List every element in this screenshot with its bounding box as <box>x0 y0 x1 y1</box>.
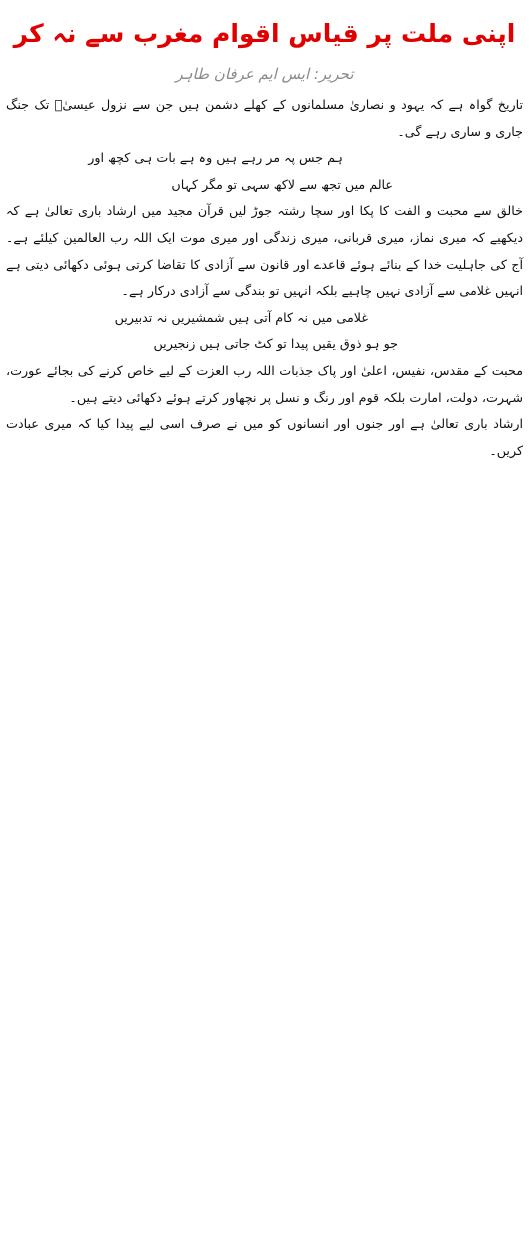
poetry-couplet <box>6 145 523 198</box>
article-title: اپنی ملت پر قیاس اقوام مغرب سے نہ کر <box>13 19 516 48</box>
author-byline: تحریر: ایس ایم عرفان طاہر <box>175 65 354 83</box>
poetry-couplet <box>6 305 523 358</box>
article-paragraph: تاریخ گواہ ہے کہ یہود و نصاریٰ مسلمانوں کے کھلے دشمن ہیں جن سے نزول عیسیٰؑ تک جنگ جاری و ساری رہے گی۔ <box>6 97 523 139</box>
verse-line: عالم میں تجھ سے لاکھ سہی تو مگر کہاں <box>171 176 393 192</box>
article-paragraph: محبت کے مقدس، نفیس، اعلیٰ اور پاک جذبات اللہ رب العزت کے لیے خاص کرنے کی بجائے عورت، شہرت، دولت، امارت بلکہ قوم اور رنگ و نسل پر نچھاور کرتے ہوئے دکھائی دیتے ہیں۔ <box>6 362 523 405</box>
article-body <box>0 92 529 464</box>
article-paragraph: خالق سے محبت و الفت کا پکا اور سچا رشتہ جوڑ لیں قرآن مجید میں ارشاد باری تعالیٰ ہے کہ دیکھیے کہ میری نماز، میری قربانی، میری زندگی اور میری موت ایک اللہ رب العالمین کیلئے ہے۔ آج کی جاہلیت خدا کے بنائے ہوئے قاعدے اور قانون سے آزادی کا تقاضا کرتی ہوئی دکھائی دیتی ہے انہیں غلامی سے آزادی نہیں چاہیے بلکہ انہیں تو بندگی سے آزادی درکار ہے۔ <box>6 203 523 299</box>
verse-line: جو ہو ذوق یقیں پیدا تو کٹ جاتی ہیں زنجیریں <box>153 336 398 352</box>
verse-line: ہم جس پہ مر رہے ہیں وہ ہے بات ہی کچھ اور <box>88 150 343 166</box>
verse-line: غلامی میں نہ کام آتی ہیں شمشیریں نہ تدبیریں <box>114 309 368 325</box>
article-paragraph: ارشاد باری تعالیٰ ہے اور جنوں اور انسانوں کو میں نے صرف اسی لیے پیدا کیا کہ میری عبادت کریں۔ <box>6 416 523 458</box>
